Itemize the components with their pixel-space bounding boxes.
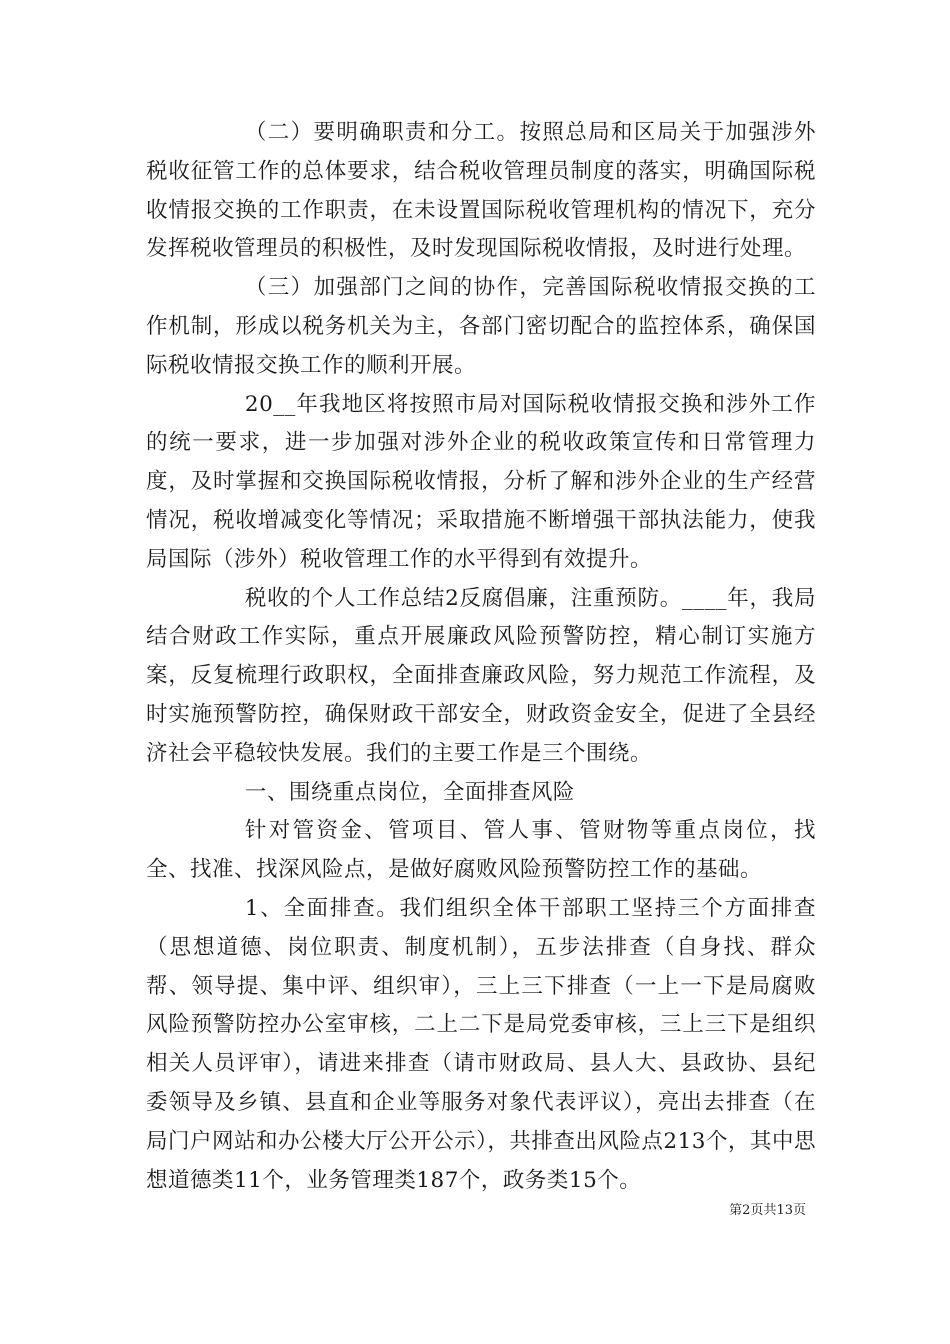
section-heading: 一、围绕重点岗位，全面排查风险 — [244, 779, 575, 805]
paragraph: （三）加强部门之间的协作，完善国际税收情报交换的工作机制，形成以税务机关为主，各部门密切配合的监控体系，确保国际税收情报交换工作的顺利开展。 — [146, 275, 816, 378]
paragraph: 针对管资金、管项目、管人事、管财物等重点岗位，找全、找准、找深风险点，是做好腐败风险预警防控工作的基础。 — [146, 818, 816, 883]
document-body — [146, 114, 816, 1200]
page-number: 第2页共13页 — [729, 1203, 806, 1218]
paragraph: 1、全面排查。我们组织全体干部职工坚持三个方面排查（思想道德、岗位职责、制度机制），五步法排查（自身找、群众帮、领导提、集中评、组织审），三上三下排查（一上一下是局腐败风险预警防控办公室审核，二上二下是局党委审核，三上三下是组织相关人员评审），请进来排查（请市财政局、县人大、县政协、县纪委领导及乡镇、县直和企业等服务对象代表评议），亮出去排查（在局门户网站和办公楼大厅公开公示），共排查出风险点213个，其中思想道德类11个，业务管理类187个，政务类15个。 — [146, 895, 816, 1193]
paragraph: 税收的个人工作总结2反腐倡廉，注重预防。____年，我局结合财政工作实际，重点开展廉政风险预警防控，精心制订实施方案，反复梳理行政职权，全面排查廉政风险，努力规范工作流程，及时实施预警防控，确保财政干部安全，财政资金安全，促进了全县经济社会平稳较快发展。我们的主要工作是三个围绕。 — [146, 585, 816, 766]
paragraph: （二）要明确职责和分工。按照总局和区局关于加强涉外税收征管工作的总体要求，结合税收管理员制度的落实，明确国际税收情报交换的工作职责，在未设置国际税收管理机构的情况下，充分发挥税收管理员的积极性，及时发现国际税收情报，及时进行处理。 — [146, 120, 816, 262]
paragraph: 20__年我地区将按照市局对国际税收情报交换和涉外工作的统一要求，进一步加强对涉外企业的税收政策宣传和日常管理力度，及时掌握和交换国际税收情报，分析了解和涉外企业的生产经营情况，税收增减变化等情况；采取措施不断增强干部执法能力，使我局国际（涉外）税收管理工作的水平得到有效提升。 — [146, 391, 816, 572]
